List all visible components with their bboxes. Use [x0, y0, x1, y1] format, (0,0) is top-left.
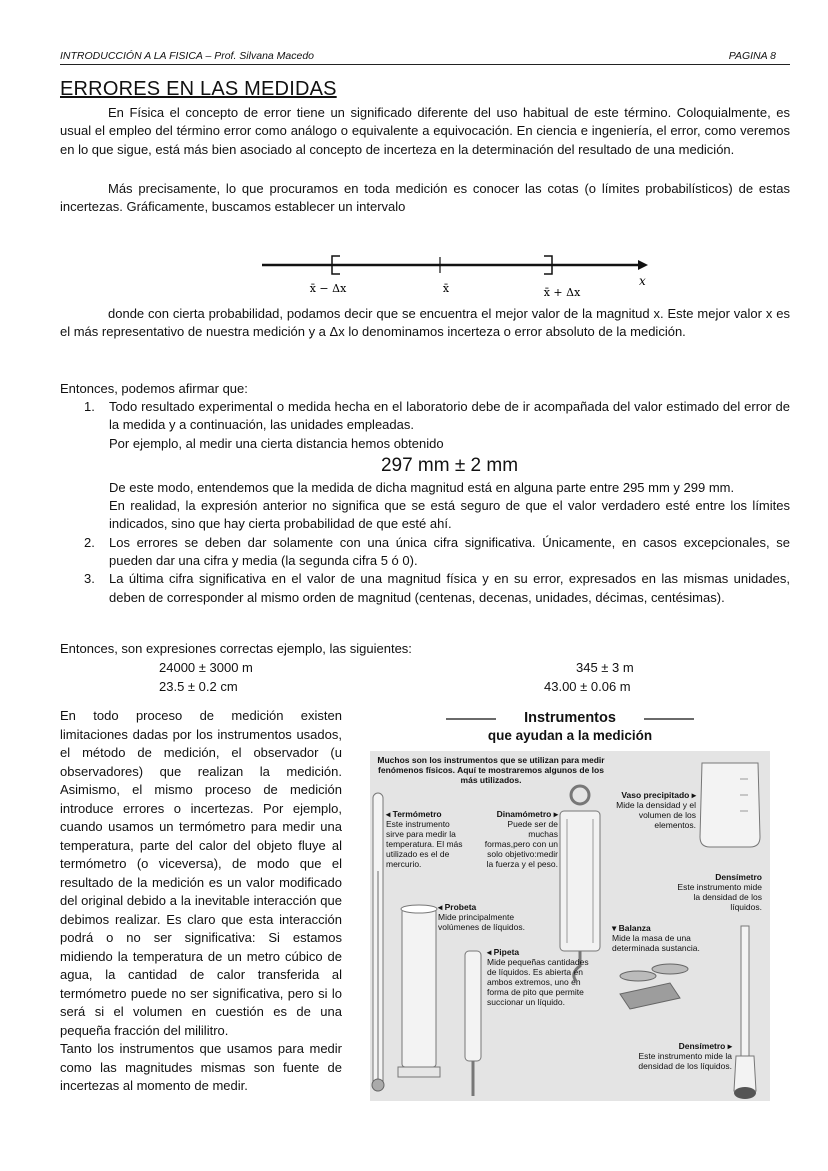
- graduated-cylinder-icon: [398, 905, 440, 1077]
- label-mean: x̄: [442, 282, 450, 295]
- page-header: [60, 50, 790, 65]
- examples-intro: Entonces, son expresiones correctas ejemplo, las siguientes:: [60, 641, 412, 656]
- label-upper-bound: x̄ + Δx: [543, 286, 581, 299]
- hydrometer-caption-top: Densímetro Este instrumento mide la densidad de los líquidos.: [677, 872, 762, 912]
- paragraph-cotas: Más precisamente, lo que procuramos en toda medición es conocer las cotas (o límites probabilísticos) de estas incertezas. Gráficamente, buscamos establecer un intervalo: [60, 181, 790, 215]
- pipette-caption: ◂ Pipeta Mide pequeñas cantidades de líquidos. Es abierta en ambos extremos, uno en forma de pito que permite succionar un líquido.: [487, 947, 589, 1007]
- list-item: 1. Todo resultado experimental o medida hecha en el laboratorio debe de ir acompañada del valor estimado del error de la medida y a continuación, las unidades empleadas. Por ejemplo, al medir una cierta distancia hemos obtenido 297 mm ± 2 mm De este modo, entendemos que la medida de dicha magnitud está en alguna parte entre 295 mm y 299 mm. En realidad, la expresión anterior no significa que se está seguro de que el valor verdadero esté entre los límites indicados, sino que hay cierta probabilidad de que esté ahí.: [84, 399, 790, 532]
- figure-subtitle: que ayudan a la medición: [487, 728, 653, 743]
- cylinder-caption: ◂ Probeta Mide principalmente volúmenes de líquidos.: [438, 902, 525, 932]
- paragraph-intro: En Física el concepto de error tiene un significado diferente del uso habitual de este término. Coloquialmente, es usual el empleo del término error como análogo o equivalente a equivocación. En ciencia e ingeniería, el error, como veremos en lo que sigue, está más bien asociado al concepto de incerteza en la determinación del resultado de una medición.: [60, 105, 790, 157]
- hydrometer-icon: [734, 926, 756, 1099]
- measurement-process-text: En todo proceso de medición existen limitaciones dadas por los instrumentos usados, el método de medición, el observador (u observadores) que realizan la medición. Asimismo, el mismo proceso de medición introduce errores o incertezas. Por ejemplo, cuando usamos un termómetro para medir una temperatura, parte del calor del objeto fluye al termómetro (o viceversa), de modo que el resultado de la medición es un valor modificado del original debido a la inevitable interacción que debimos realizar. Es claro que esta interacción podrá o no ser significativa: Si estamos midiendo la temperatura de un metro cúbico de agua, la cantidad de calor transferida al termómetro puede no ser significativa, pero si lo será si el volumen en cuestión es de una pequeña fracción del mililitro. Tanto los instrumentos que usamos para medir como las magnitudes mismas son fuente de incertezas al momento de medir.: [60, 708, 342, 1093]
- balance-caption: ▾ Balanza Mide la masa de una determinada sustancia.: [612, 923, 700, 953]
- paragraph-entonces: Entonces, podemos afirmar que:: [60, 381, 248, 396]
- section-title: ERRORES EN LAS MEDIDAS: [60, 78, 337, 100]
- axis-arrow: [638, 260, 648, 270]
- rules-list: [60, 398, 790, 607]
- beaker-caption: Vaso precipitado ▸ Mide la densidad y el volumen de los elementos.: [616, 790, 696, 830]
- instruments-panel: [370, 751, 770, 1101]
- paragraph-best-value: donde con cierta probabilidad, podamos decir que se encuentra el mejor valor de la magnitud x. Este mejor valor x es el más representativo de nuestra medición y a Δx lo denominamos incerteza o error absoluto de la medición.: [60, 306, 790, 340]
- header-left: INTRODUCCIÓN A LA FISICA – Prof. Silvana Macedo: [60, 50, 315, 62]
- example-value: 43.00 ± 0.06 m: [544, 679, 631, 694]
- pipette-icon: [465, 951, 481, 1096]
- example-value: 345 ± 3 m: [576, 660, 634, 675]
- list-item: 2. Los errores se deben dar solamente con una única cifra significativa. Únicamente, en casos excepcionales, se pueden dar una cifra y media (la segunda cifra 5 ó 0).: [84, 534, 790, 569]
- thermometer-caption: ◂ Termómetro Este instrumento sirve para medir la temperatura. El más utilizado es el de mercurio.: [386, 809, 463, 869]
- interval-diagram: [262, 250, 658, 300]
- label-axis: x: [639, 274, 646, 288]
- example-value: 24000 ± 3000 m: [159, 660, 253, 675]
- dynamometer-caption: Dinamómetro ▸ Puede ser de muchas formas,pero con un solo objetivo:medir la fuerza y el peso.: [484, 809, 558, 869]
- list-item: 3. La última cifra significativa en el valor de una magnitud física y en su error, expresados en las mismas unidades, deben de corresponder al mismo orden de magnitud (centenas, decenas, unidades, décimas, centésimas).: [84, 571, 790, 605]
- figure-intro: Muchos son los instrumentos que se utilizan para medir fenómenos físicos. Aquí te mostraremos algunos de los más utilizados.: [377, 755, 605, 785]
- thermometer-icon: [372, 793, 384, 1091]
- label-lower-bound: x̄ − Δx: [309, 282, 347, 295]
- measurement-example: 297 mm ± 2 mm: [380, 454, 519, 476]
- example-value: 23.5 ± 0.2 cm: [159, 679, 238, 694]
- balance-icon: [620, 964, 688, 1009]
- instruments-figure: [366, 706, 774, 1102]
- figure-title: Instrumentos: [524, 710, 616, 726]
- page-number: PAGINA 8: [728, 50, 776, 62]
- hydrometer-caption-bottom: Densímetro ▸ Este instrumento mide la densidad de los líquidos.: [638, 1041, 732, 1071]
- beaker-icon: [700, 763, 760, 847]
